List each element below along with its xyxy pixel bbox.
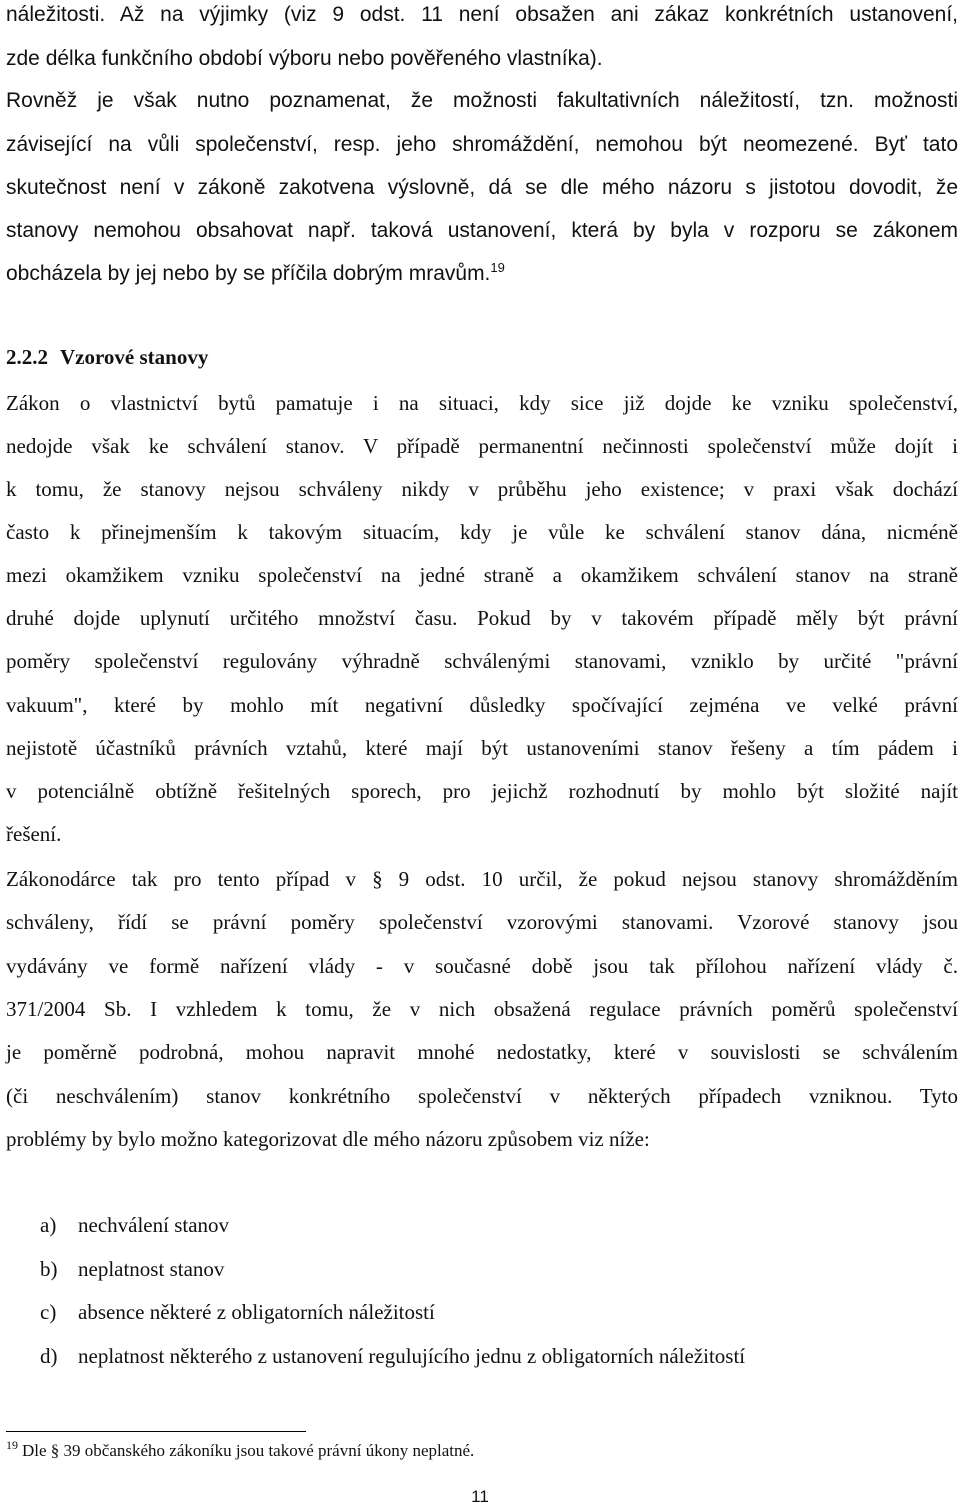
list-item — [40, 1257, 224, 1282]
text-segment: obcházela by jej nebo by se příčila dobrým mravům. — [6, 262, 491, 285]
footnote-number: 19 — [6, 1438, 18, 1453]
list-marker: a) — [40, 1213, 57, 1237]
text-line: 371/2004 Sb. I vzhledem k tomu, že v nich obsažená regulace právních poměrů společenství — [6, 997, 958, 1021]
list-item — [40, 1300, 435, 1325]
text-line: schváleny, řídí se právní poměry společenství vzorovými stanovami. Vzorové stanovy jsou — [6, 910, 958, 934]
list-marker: c) — [40, 1300, 57, 1324]
text-line: náležitosti. Až na výjimky (viz 9 odst. 11 není obsažen ani zákaz konkrétních ustanovení, — [6, 3, 958, 26]
list-item — [40, 1213, 229, 1238]
text-line: v potenciálně obtížně řešitelných sporech, pro jejichž rozhodnutí by mohlo být složité najít — [6, 779, 958, 803]
text-line: často k přinejmenším k takovým situacím, kdy je vůle ke schválení stanov dána, nicméně — [6, 520, 958, 544]
list-item-text: neplatnost stanov — [78, 1257, 225, 1281]
text-line: skutečnost není v zákoně zakotvena výslovně, dá se dle mého názoru s jistotou dovodit, že — [6, 176, 958, 199]
section-title: Vzorové stanovy — [60, 345, 209, 369]
text-line: řešení. — [6, 822, 62, 846]
list-item-text: neplatnost některého z ustanovení regulujícího jednu z obligatorních náležitostí — [78, 1344, 746, 1368]
section-number: 2.2.2 — [6, 345, 48, 369]
section-heading — [6, 345, 208, 370]
text-line: Zákonodárce tak pro tento případ v § 9 odst. 10 určil, že pokud nejsou stanovy shromážděním — [6, 867, 958, 891]
footnote — [6, 1438, 475, 1461]
text-line: je poměrně podrobná, mohou napravit mnohé nedostatky, které v souvislosti se schválením — [6, 1040, 958, 1064]
list-item — [40, 1344, 745, 1369]
text-line: stanovy nemohou obsahovat např. taková ustanovení, která by byla v rozporu se zákonem — [6, 219, 958, 242]
footnote-separator — [6, 1431, 306, 1432]
text-line: závisející na vůli společenství, resp. jeho shromáždění, nemohou být neomezené. Byť tato — [6, 133, 958, 156]
text-line: problémy by bylo možno kategorizovat dle mého názoru způsobem viz níže: — [6, 1127, 650, 1151]
page-number: 11 — [471, 1487, 489, 1506]
text-line-with-footnote-ref — [6, 261, 958, 287]
text-line: nedojde však ke schválení stanov. V případě permanentní nečinnosti společenství může dojít i — [6, 434, 958, 458]
text-line: k tomu, že stanovy nejsou schváleny nikdy v průběhu jeho existence; v praxi však dochází — [6, 477, 958, 501]
list-item-text: nechválení stanov — [78, 1213, 230, 1237]
text-line: zde délka funkčního období výboru nebo pověřeného vlastníka). — [6, 47, 603, 70]
text-line: Zákon o vlastnictví bytů pamatuje i na situaci, kdy sice již dojde ke vzniku společenství, — [6, 391, 958, 415]
text-line: nejistotě účastníků právních vztahů, které mají být ustanoveními stanov řešeny a tím pádem i — [6, 736, 958, 760]
list-marker: b) — [40, 1257, 58, 1281]
text-line: druhé dojde uplynutí určitého množství času. Pokud by v takovém případě měly být právní — [6, 606, 958, 630]
text-line: vakuum", které by mohlo mít negativní důsledky spočívající zejména ve velké právní — [6, 693, 958, 717]
text-line: mezi okamžikem vzniku společenství na jedné straně a okamžikem schválení stanov na straně — [6, 563, 958, 587]
text-line: (či neschválením) stanov konkrétního společenství v některých případech vzniknou. Tyto — [6, 1084, 958, 1108]
list-item-text: absence některé z obligatorních náležitostí — [78, 1300, 435, 1324]
list-marker: d) — [40, 1344, 58, 1368]
text-line: vydávány ve formě nařízení vlády - v současné době jsou tak přílohou nařízení vlády č. — [6, 954, 958, 978]
footnote-text: Dle § 39 občanského zákoníku jsou takové právní úkony neplatné. — [22, 1441, 475, 1460]
text-line: Rovněž je však nutno poznamenat, že možnosti fakultativních náležitostí, tzn. možnosti — [6, 89, 958, 112]
footnote-reference: 19 — [490, 260, 505, 275]
text-line: poměry společenství regulovány výhradně schválenými stanovami, vzniklo by určité "právní — [6, 649, 958, 673]
